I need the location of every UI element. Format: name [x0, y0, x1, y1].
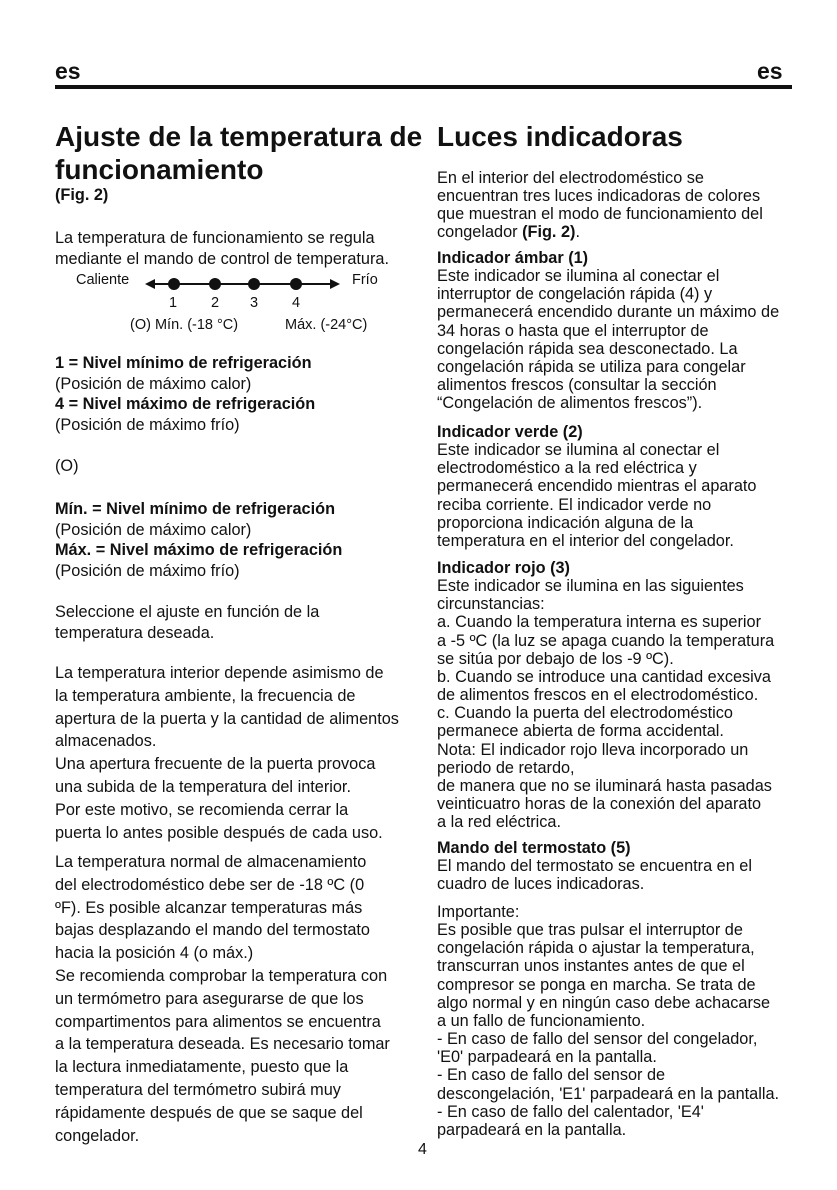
- section-title-indicator-lights: Luces indicadoras: [437, 121, 683, 152]
- min-label: (O) Mín. (-18 °C): [130, 317, 239, 333]
- scale-point-2: [209, 278, 221, 290]
- temperature-scale-arrow: [145, 274, 340, 294]
- text-line: Por este motivo, se recomienda cerrar la: [55, 800, 349, 819]
- right-arrowhead-icon: [330, 279, 340, 289]
- amber-indicator-heading: Indicador ámbar (1): [437, 249, 589, 267]
- text-line: cuadro de luces indicadoras.: [437, 875, 645, 894]
- text-line: Este indicador se ilumina al conectar el: [437, 267, 720, 286]
- position-3: 3: [250, 295, 259, 311]
- text-line: En el interior del electrodoméstico se: [437, 169, 704, 187]
- figure-reference: (Fig. 2): [522, 223, 576, 242]
- text-line: compresor se ponga en marcha. Se trata de: [437, 975, 756, 994]
- text-line: parpadeará en la pantalla.: [437, 1120, 627, 1139]
- red-indicator-heading: Indicador rojo (3): [437, 559, 570, 577]
- text-line: electrodoméstico a la red eléctrica y: [437, 459, 697, 478]
- amber-indicator-section: [437, 249, 779, 412]
- text-line: El mando del termostato se encuentra en el: [437, 857, 752, 876]
- level-1-note: (Posición de máximo calor): [55, 374, 252, 393]
- section-title-temperature: [55, 120, 422, 186]
- text-line: rápidamente después de que se saque del: [55, 1103, 363, 1122]
- position-1: 1: [169, 295, 178, 311]
- green-indicator-heading: Indicador verde (2): [437, 423, 583, 441]
- thermostat-heading: Mando del termostato (5): [437, 839, 631, 857]
- text-line: transcurran unos instantes antes de que el: [437, 957, 745, 976]
- text-line: permanece abierta de forma accidental.: [437, 722, 724, 741]
- text-line: La temperatura interior depende asimismo de: [55, 664, 384, 682]
- text-line: encuentran tres luces indicadoras de colores: [437, 187, 761, 206]
- text-line: Una apertura frecuente de la puerta provoca: [55, 755, 376, 774]
- left-arrowhead-icon: [145, 279, 155, 289]
- normal-storage-paragraph: [55, 851, 390, 1147]
- text-line: a. Cuando la temperatura interna es superior: [437, 613, 762, 632]
- language-code-right: es: [757, 58, 783, 84]
- intro-paragraph: [55, 228, 389, 269]
- text-line: congelación rápida sea desconectado. La: [437, 339, 738, 358]
- title-line: funcionamiento: [55, 154, 264, 185]
- text-line: [437, 223, 763, 241]
- text-line: la lectura inmediatamente, puesto que la: [55, 1058, 349, 1077]
- text-line: Este indicador se ilumina al conectar el: [437, 441, 720, 460]
- text-line: Este indicador se ilumina en las siguientes: [437, 577, 744, 596]
- text-line: permanecerá encendido mientras el aparato: [437, 477, 757, 496]
- text-line: - En caso de fallo del sensor de: [437, 1066, 666, 1085]
- text-fragment: .: [575, 223, 580, 242]
- max-definition: Máx. = Nivel máximo de refrigeración: [55, 541, 343, 560]
- title-line: Ajuste de la temperatura de: [55, 121, 423, 152]
- text-line: a la temperatura deseada. Es necesario tomar: [55, 1035, 390, 1054]
- text-line: permanecerá encendido durante un máximo de: [437, 303, 780, 322]
- text-line: una subida de la temperatura del interior.: [55, 777, 351, 796]
- text-line: temperatura deseada.: [55, 623, 215, 642]
- text-line: La temperatura de funcionamiento se regula: [55, 229, 375, 247]
- text-line: bajas desplazando el mando del termostato: [55, 921, 370, 940]
- text-line: veinticuatro horas de la conexión del aparato: [437, 795, 762, 814]
- or-text: (O): [55, 457, 79, 475]
- text-line: ºF). Es posible alcanzar temperaturas más: [55, 898, 363, 917]
- text-line: hacia la posición 4 (o máx.): [55, 944, 254, 963]
- text-line: circunstancias:: [437, 595, 545, 614]
- position-2: 2: [211, 295, 220, 311]
- level-1-definition: 1 = Nivel mínimo de refrigeración: [55, 354, 312, 372]
- level-4-note: (Posición de máximo frío): [55, 415, 240, 434]
- text-line: algo normal y en ningún caso debe achacarse: [437, 993, 771, 1012]
- text-line: - En caso de fallo del sensor del congelador,: [437, 1030, 758, 1049]
- max-label: Máx. (-24°C): [285, 317, 368, 333]
- text-line: puerta lo antes posible después de cada uso.: [55, 823, 383, 842]
- position-4: 4: [292, 295, 301, 311]
- interior-temperature-paragraph: [55, 662, 399, 844]
- text-line: la temperatura ambiente, la frecuencia de: [55, 686, 356, 705]
- text-fragment: congelador: [437, 223, 523, 242]
- green-indicator-section: [437, 423, 757, 550]
- select-paragraph: [55, 602, 319, 643]
- language-code-left: es: [55, 58, 81, 84]
- text-line: 'E0' parpadeará en la pantalla.: [437, 1048, 657, 1067]
- text-line: periodo de retardo,: [437, 758, 575, 777]
- text-line: Se recomienda comprobar la temperatura con: [55, 966, 388, 985]
- text-line: temperatura en el interior del congelador.: [437, 531, 734, 550]
- indicator-intro: [437, 169, 763, 242]
- text-line: de alimentos frescos en el electrodoméstico.: [437, 686, 759, 705]
- scale-point-4: [290, 278, 302, 290]
- text-line: congelación rápida se utiliza para congelar: [437, 357, 746, 376]
- text-line: almacenados.: [55, 732, 157, 751]
- min-definition: Mín. = Nivel mínimo de refrigeración: [55, 500, 336, 518]
- text-line: apertura de la puerta y la cantidad de alimentos: [55, 709, 399, 728]
- page-number: 4: [418, 1141, 427, 1158]
- text-line: del electrodoméstico debe ser de -18 ºC (0: [55, 875, 365, 894]
- text-line: interruptor de congelación rápida (4) y: [437, 285, 713, 304]
- scale-point-1: [168, 278, 180, 290]
- figure-reference: (Fig. 2): [55, 186, 109, 204]
- text-line: congelador.: [55, 1126, 140, 1145]
- text-line: un termómetro para asegurarse de que los: [55, 989, 364, 1008]
- text-line: c. Cuando la puerta del electrodoméstico: [437, 704, 733, 723]
- text-line: se sitúa por debajo de los -9 ºC).: [437, 649, 674, 668]
- text-line: que muestran el modo de funcionamiento del: [437, 205, 763, 224]
- text-line: La temperatura normal de almacenamiento: [55, 853, 367, 871]
- important-note: [437, 903, 779, 1139]
- text-line: Es posible que tras pulsar el interruptor de: [437, 921, 743, 940]
- max-note: (Posición de máximo frío): [55, 561, 240, 580]
- red-indicator-section: [437, 559, 774, 831]
- text-line: b. Cuando se introduce una cantidad excesiva: [437, 667, 771, 686]
- text-line: a la red eléctrica.: [437, 813, 561, 832]
- hot-label: Caliente: [76, 272, 130, 288]
- cold-label: Frío: [352, 272, 378, 288]
- text-line: - En caso de fallo del calentador, 'E4': [437, 1102, 704, 1121]
- text-line: Nota: El indicador rojo lleva incorporado un: [437, 740, 749, 759]
- text-line: descongelación, 'E1' parpadeará en la pantalla.: [437, 1084, 780, 1103]
- thermostat-section: [437, 839, 752, 893]
- level-definitions: [55, 353, 315, 435]
- text-line: Importante:: [437, 903, 520, 921]
- header-rule: [55, 85, 792, 89]
- text-line: a -5 ºC (la luz se apaga cuando la temperatura: [437, 631, 775, 650]
- text-line: de manera que no se iluminará hasta pasadas: [437, 776, 772, 795]
- scale-point-3: [248, 278, 260, 290]
- text-line: mediante el mando de control de temperatura.: [55, 249, 389, 268]
- level-4-definition: 4 = Nivel máximo de refrigeración: [55, 395, 316, 414]
- text-line: “Congelación de alimentos frescos”).: [437, 394, 703, 413]
- text-line: congelación rápida o ajustar la temperatura,: [437, 939, 755, 958]
- text-line: temperatura del termómetro subirá muy: [55, 1080, 341, 1099]
- min-max-definitions: [55, 499, 342, 581]
- text-line: reciba corriente. El indicador verde no: [437, 495, 712, 514]
- text-line: proporciona indicación alguna de la: [437, 513, 694, 532]
- text-line: Seleccione el ajuste en función de la: [55, 603, 320, 621]
- text-line: alimentos frescos (consultar la sección: [437, 376, 717, 395]
- text-line: 34 horas o hasta que el interruptor de: [437, 321, 709, 340]
- text-line: a un fallo de funcionamiento.: [437, 1011, 646, 1030]
- text-line: compartimentos para alimentos se encuentra: [55, 1012, 381, 1031]
- min-note: (Posición de máximo calor): [55, 520, 252, 539]
- temperature-dial-diagram: [55, 266, 415, 338]
